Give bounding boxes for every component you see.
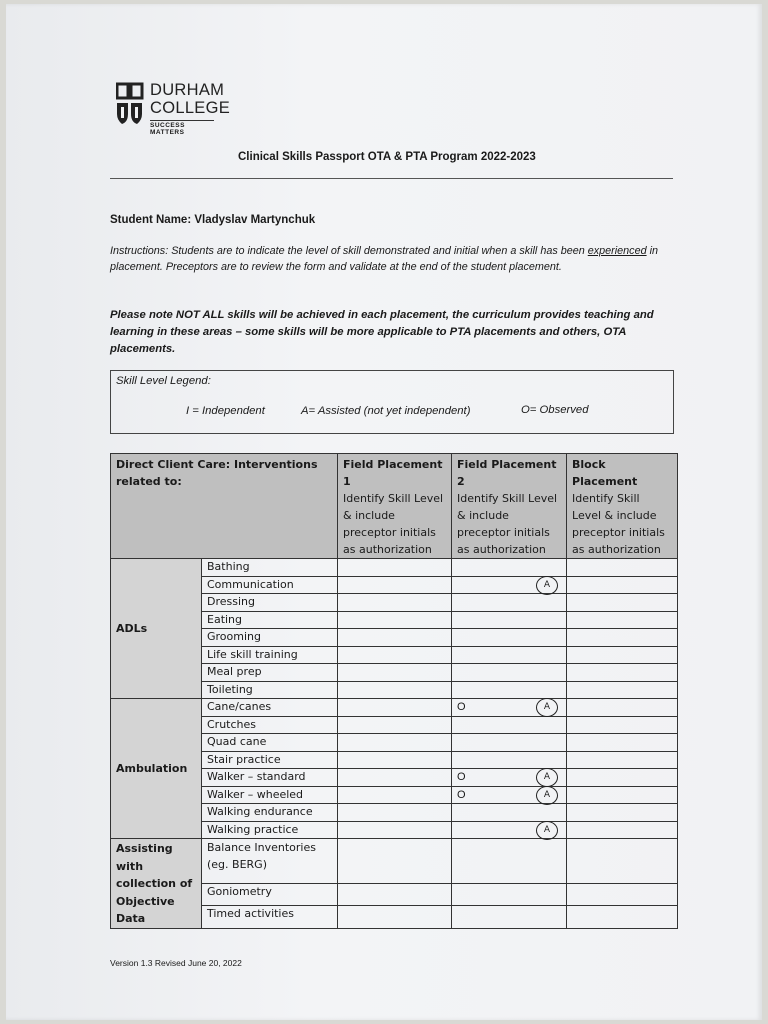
skill-name: Toileting: [202, 681, 338, 699]
header-field-placement-2: Field Placement 2 Identify Skill Level & include preceptor initials as authorization: [452, 454, 567, 559]
skill-cell-fp1[interactable]: [338, 699, 452, 717]
skill-cell-block[interactable]: [567, 716, 678, 734]
skill-cell-block[interactable]: [567, 751, 678, 769]
skill-cell-fp2[interactable]: [452, 646, 567, 664]
skill-cell-block[interactable]: [567, 594, 678, 612]
skill-name: Timed activities: [202, 906, 338, 928]
skill-cell-fp1[interactable]: [338, 734, 452, 752]
skill-cell-block[interactable]: [567, 681, 678, 699]
header-block-placement: Block Placement Identify Skill Level & include preceptor initials as authorization: [567, 454, 678, 559]
document-title: Clinical Skills Passport OTA & PTA Program 2022-2023: [238, 151, 536, 163]
skill-level-value: O: [457, 771, 466, 783]
title-divider: [110, 178, 673, 179]
legend-observed: O= Observed: [521, 404, 589, 416]
skill-level-value: O: [457, 788, 466, 801]
skill-cell-block[interactable]: [567, 611, 678, 629]
skill-cell-block[interactable]: [567, 646, 678, 664]
skill-cell-fp2[interactable]: [452, 664, 567, 682]
legend-title: Skill Level Legend:: [116, 375, 211, 387]
skill-group-label: Assisting with collection of Objective Data: [111, 839, 202, 929]
instructions-text-2: in placement. Preceptors are to review the form and validate at the end of the student placement.: [110, 245, 658, 273]
skill-cell-fp2[interactable]: [452, 611, 567, 629]
legend-independent: I = Independent: [186, 405, 265, 417]
skill-cell-fp2[interactable]: [452, 559, 567, 577]
skill-cell-fp1[interactable]: [338, 629, 452, 647]
skill-cell-fp1[interactable]: [338, 611, 452, 629]
table-row: [111, 839, 678, 884]
skill-cell-fp1[interactable]: [338, 576, 452, 594]
skill-cell-block[interactable]: [567, 821, 678, 839]
crest-icon: [116, 82, 144, 126]
skill-cell-fp2[interactable]: [452, 699, 567, 717]
skill-name: Balance Inventories (eg. BERG): [202, 839, 338, 884]
skill-cell-block[interactable]: [567, 629, 678, 647]
skill-cell-fp1[interactable]: [338, 664, 452, 682]
preceptor-initial-mark: A: [536, 576, 558, 595]
skill-level-legend: [110, 370, 674, 434]
skill-name: Dressing: [202, 594, 338, 612]
student-name: Student Name: Vladyslav Martynchuk: [110, 214, 316, 226]
skill-cell-block[interactable]: [567, 804, 678, 822]
skill-cell-block[interactable]: [567, 734, 678, 752]
instructions-lead: Instructions:: [110, 245, 169, 257]
skill-name: Communication: [202, 576, 338, 594]
skills-table: [110, 453, 678, 929]
header-direct-client-care: Direct Client Care: Interventions related to:: [111, 454, 338, 559]
preceptor-initial-mark: A: [536, 821, 558, 840]
skill-cell-fp1[interactable]: [338, 559, 452, 577]
skill-name: Life skill training: [202, 646, 338, 664]
skill-cell-block[interactable]: [567, 559, 678, 577]
skill-cell-fp2[interactable]: [452, 734, 567, 752]
skill-cell-fp2[interactable]: [452, 786, 567, 804]
skill-cell-fp2[interactable]: [452, 839, 567, 884]
skill-cell-block[interactable]: [567, 769, 678, 787]
skill-cell-fp2[interactable]: [452, 629, 567, 647]
skill-cell-fp1[interactable]: [338, 883, 452, 905]
instructions-underlined: experienced: [587, 245, 647, 257]
skill-name: Walking endurance: [202, 804, 338, 822]
table-row: [111, 559, 678, 577]
skill-cell-fp2[interactable]: [452, 769, 567, 787]
skill-name: Quad cane: [202, 734, 338, 752]
skill-cell-block[interactable]: [567, 576, 678, 594]
skill-cell-fp1[interactable]: [338, 906, 452, 928]
table-body: [111, 559, 678, 929]
skill-name: Meal prep: [202, 664, 338, 682]
skill-group-label: Ambulation: [111, 699, 202, 839]
skill-name: Crutches: [202, 716, 338, 734]
skill-cell-fp2[interactable]: [452, 681, 567, 699]
skill-name: Stair practice: [202, 751, 338, 769]
curriculum-note: Please note NOT ALL skills will be achieved in each placement, the curriculum provides teaching and learning in these areas – some skills will be more applicable to PTA placements and others, OTA placements.: [110, 309, 654, 355]
skill-cell-fp1[interactable]: [338, 839, 452, 884]
skill-cell-fp1[interactable]: [338, 716, 452, 734]
skill-name: Bathing: [202, 559, 338, 577]
skill-group-label: ADLs: [111, 559, 202, 699]
instructions-text-1: Students are to indicate the level of skill demonstrated and initial when a skill has been: [171, 245, 585, 257]
legend-assisted: A= Assisted (not yet independent): [301, 405, 471, 417]
document-page: [6, 4, 762, 1020]
skill-cell-fp1[interactable]: [338, 751, 452, 769]
skill-name: Goniometry: [202, 883, 338, 905]
skill-level-value: O: [457, 701, 466, 713]
skill-cell-fp1[interactable]: [338, 804, 452, 822]
skill-cell-fp2[interactable]: [452, 751, 567, 769]
skill-cell-block[interactable]: [567, 664, 678, 682]
skill-name: Grooming: [202, 629, 338, 647]
table-row: [111, 699, 678, 717]
skill-cell-fp1[interactable]: [338, 786, 452, 804]
skill-cell-block[interactable]: [567, 906, 678, 928]
skill-cell-fp1[interactable]: [338, 646, 452, 664]
logo-line-2: COLLEGE: [150, 98, 231, 117]
table-header-row: [111, 454, 678, 559]
skill-cell-fp2[interactable]: [452, 804, 567, 822]
skill-cell-block[interactable]: [567, 699, 678, 717]
skill-name: Walker – standard: [202, 769, 338, 787]
header-field-placement-1: Field Placement 1 Identify Skill Level & include preceptor initials as authorization: [338, 454, 452, 559]
logo-tagline: SUCCESS MATTERS: [150, 120, 214, 136]
preceptor-initial-mark: A: [536, 698, 558, 717]
version-footer: Version 1.3 Revised June 20, 2022: [110, 958, 242, 968]
skill-cell-fp2[interactable]: [452, 883, 567, 905]
skill-name: Cane/canes: [202, 699, 338, 717]
skill-cell-fp2[interactable]: [452, 716, 567, 734]
college-logo: [116, 82, 230, 136]
skill-name: Eating: [202, 611, 338, 629]
skill-cell-fp1[interactable]: [338, 681, 452, 699]
skill-cell-fp1[interactable]: [338, 769, 452, 787]
skill-cell-fp1[interactable]: [338, 821, 452, 839]
skill-name: Walking practice: [202, 821, 338, 839]
skill-cell-block[interactable]: [567, 883, 678, 905]
preceptor-initial-mark: A: [536, 768, 558, 787]
skill-cell-fp2[interactable]: [452, 594, 567, 612]
preceptor-initial-mark: A: [536, 786, 558, 805]
skill-cell-block[interactable]: [567, 786, 678, 804]
skill-cell-fp1[interactable]: [338, 594, 452, 612]
skill-cell-block[interactable]: [567, 839, 678, 884]
instructions: [110, 243, 670, 275]
skill-cell-fp2[interactable]: [452, 906, 567, 928]
logo-line-1: DURHAM: [150, 81, 225, 99]
skill-cell-fp2[interactable]: [452, 821, 567, 839]
skill-name: Walker – wheeled: [202, 786, 338, 804]
skill-cell-fp2[interactable]: [452, 576, 567, 594]
